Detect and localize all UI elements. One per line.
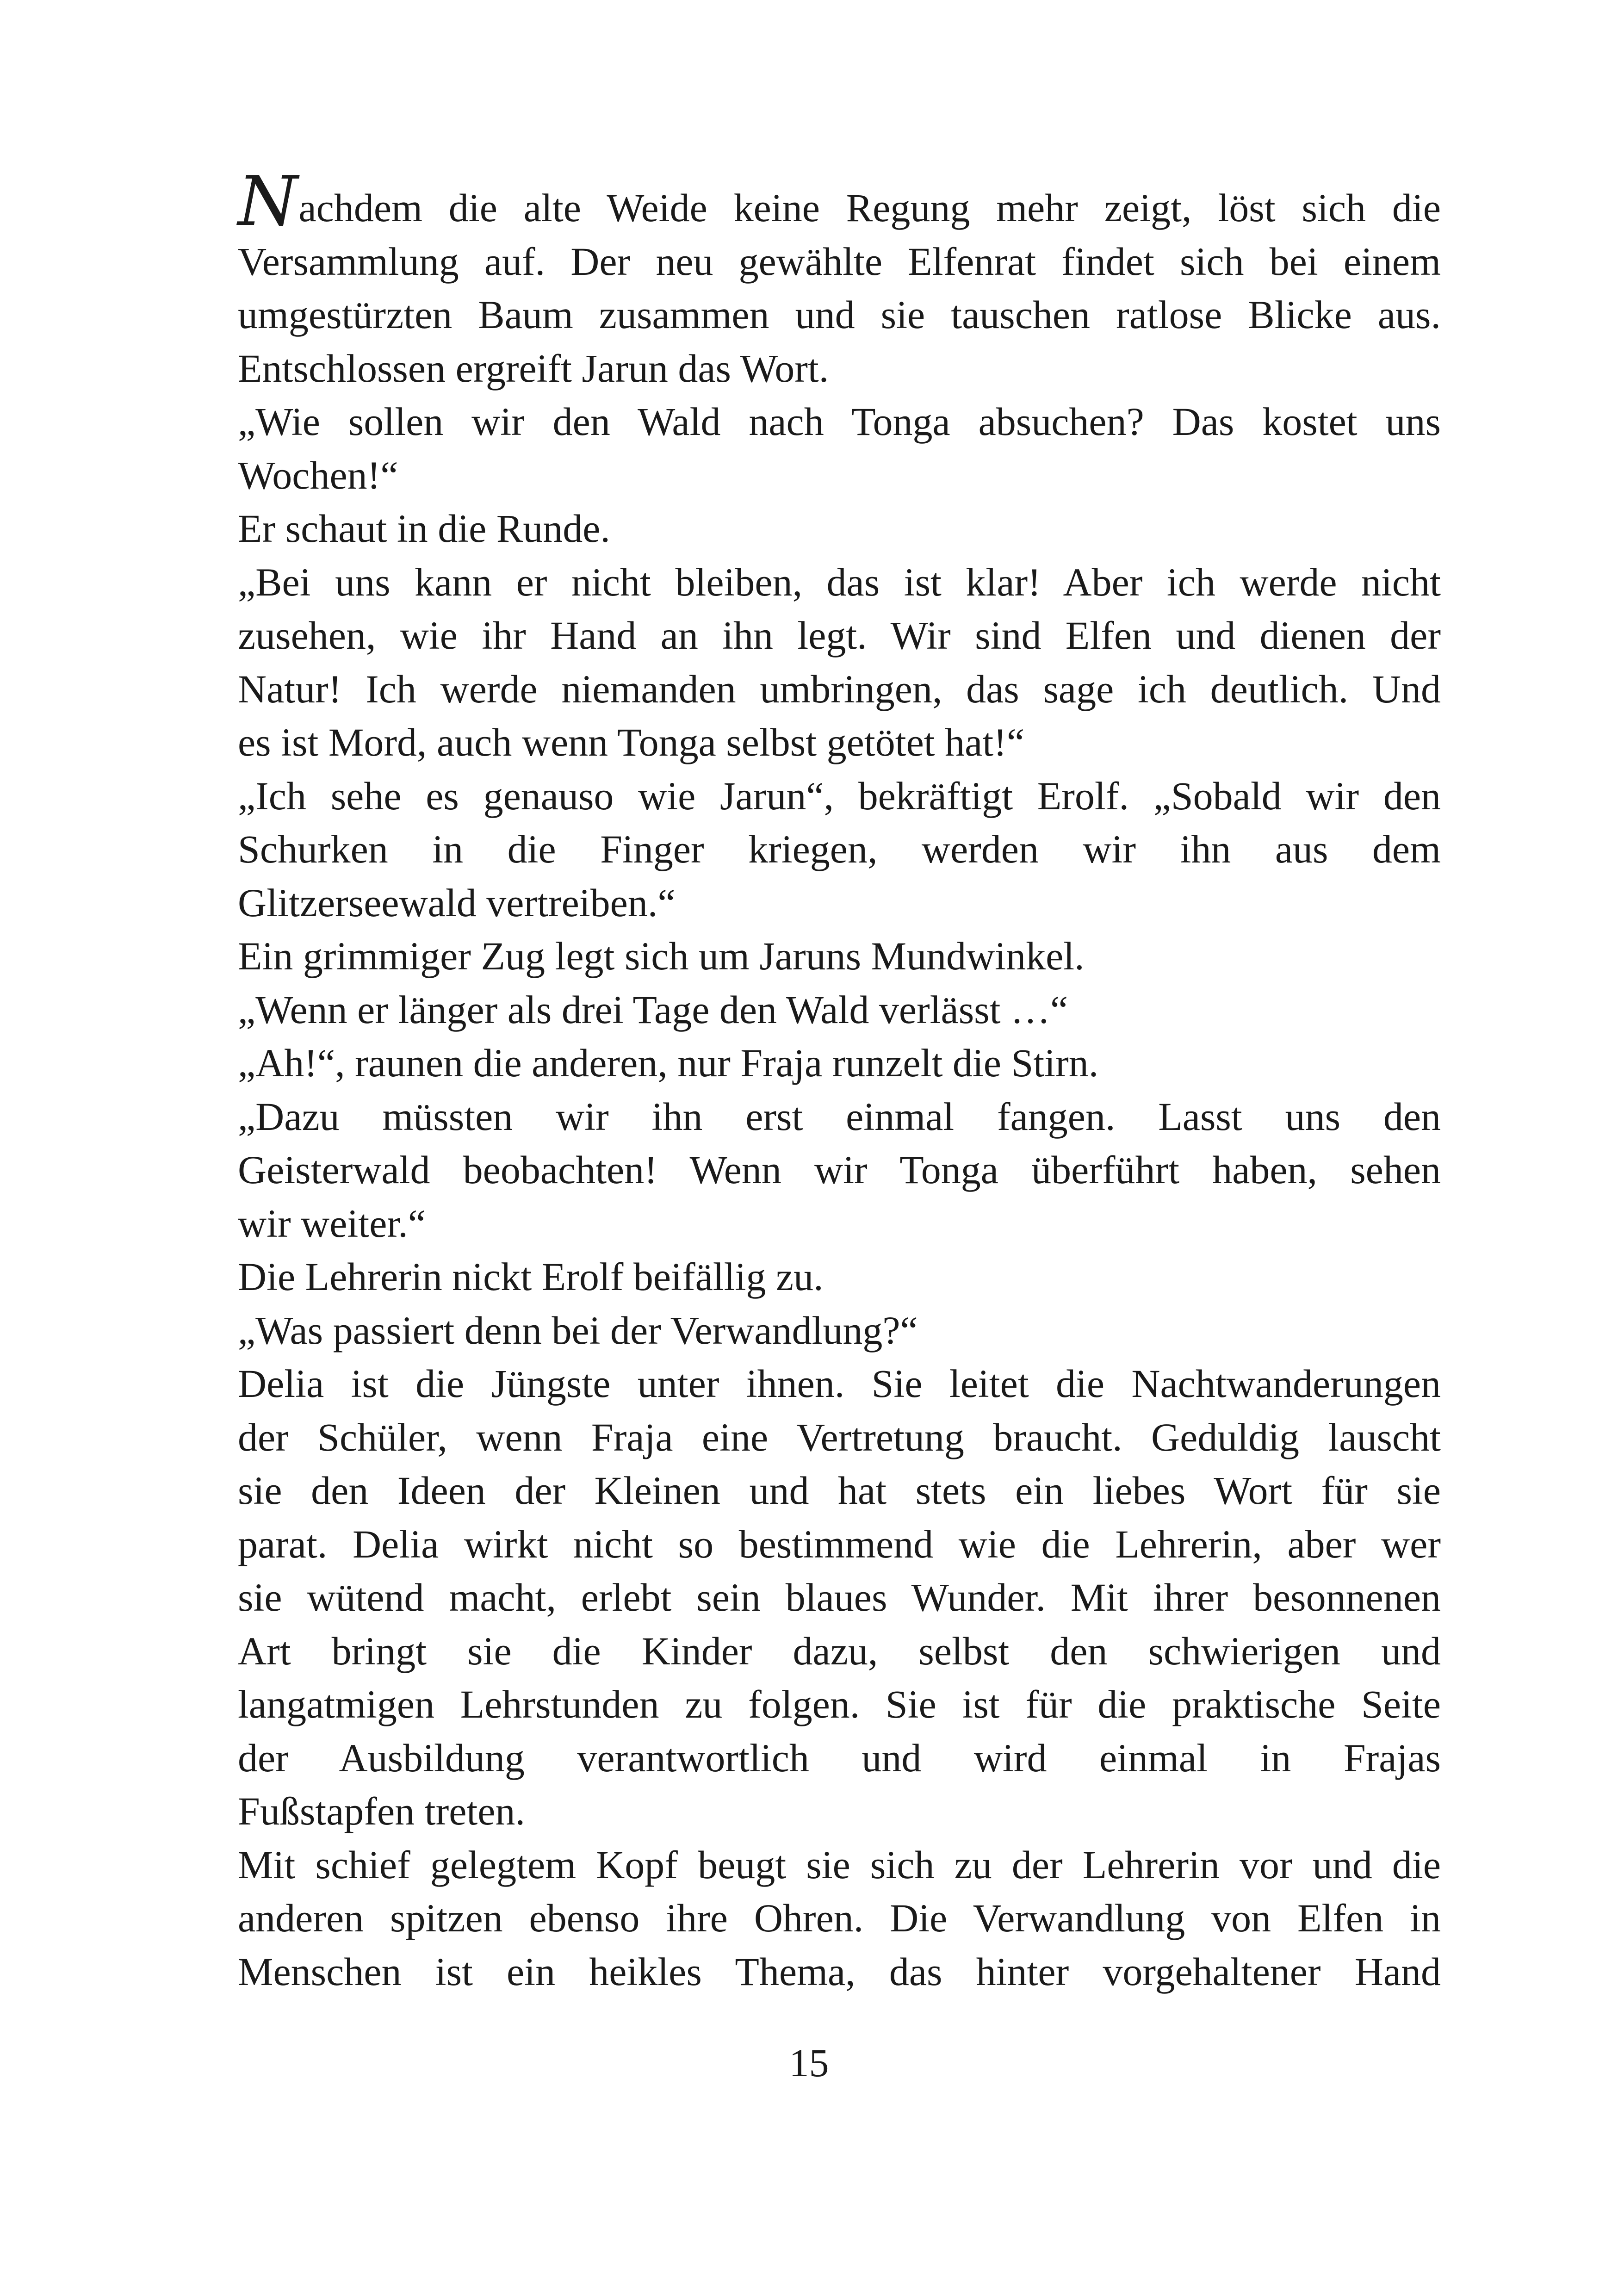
text-line-content: Delia ist die Jüngste unter ihnen. Sie leitet die Nachtwanderungen: [238, 1361, 1441, 1406]
text-line-content: umgestürzten Baum zusammen und sie tauschen ratlose Blicke aus.: [238, 292, 1441, 337]
text-line: [238, 1197, 1441, 1251]
text-line: [238, 1036, 1441, 1090]
text-line-content: „Wie sollen wir den Wald nach Tonga absuchen? Das kostet uns: [238, 399, 1441, 444]
text-line: [238, 1785, 1441, 1838]
page-number: 15: [789, 2041, 829, 2085]
text-line-content: Wochen!“: [238, 453, 398, 497]
text-line: [238, 556, 1441, 609]
body-text: [238, 161, 1441, 1998]
text-line-content: der Schüler, wenn Fraja eine Vertretung braucht. Geduldig lauscht: [238, 1415, 1441, 1459]
text-line-content: Natur! Ich werde niemanden umbringen, das sage ich deutlich. Und: [238, 666, 1441, 711]
text-line-content: Schurken in die Finger kriegen, werden wir ihn aus dem: [238, 827, 1441, 871]
text-line-content: „Ich sehe es genauso wie Jarun“, bekräftigt Erolf. „Sobald wir den: [238, 773, 1441, 818]
text-line-content: langatmigen Lehrstunden zu folgen. Sie ist für die praktische Seite: [238, 1682, 1441, 1726]
text-line: [238, 1625, 1441, 1678]
text-line: [238, 1090, 1441, 1144]
text-line-content: sie den Ideen der Kleinen und hat stets ein liebes Wort für sie: [238, 1468, 1441, 1513]
text-line: [238, 983, 1441, 1037]
text-line: [238, 449, 1441, 503]
text-line-content: Art bringt sie die Kinder dazu, selbst den schwierigen und: [238, 1628, 1441, 1673]
text-line: [238, 1250, 1441, 1304]
drop-cap: N: [238, 161, 298, 241]
text-line: [238, 1678, 1441, 1731]
text-line-content: es ist Mord, auch wenn Tonga selbst getötet hat!“: [238, 720, 1025, 764]
text-line: [238, 161, 1441, 241]
text-line: [238, 395, 1441, 449]
text-line-content: Ein grimmiger Zug legt sich um Jaruns Mundwinkel.: [238, 934, 1085, 978]
text-line: [238, 1571, 1441, 1625]
text-line-content: „Dazu müssten wir ihn erst einmal fangen. Lasst uns den: [238, 1094, 1441, 1139]
text-line: [238, 823, 1441, 876]
text-line-content: „Ah!“, raunen die anderen, nur Fraja runzelt die Stirn.: [238, 1041, 1099, 1085]
text-line-content: Fußstapfen treten.: [238, 1789, 525, 1833]
text-line: [238, 1411, 1441, 1464]
text-line: [238, 1945, 1441, 1999]
text-line: [238, 876, 1441, 930]
text-line: [238, 342, 1441, 396]
text-line: [238, 716, 1441, 769]
text-line: [238, 1143, 1441, 1197]
text-line-content: Mit schief gelegtem Kopf beugt sie sich zu der Lehrerin vor und die: [238, 1842, 1441, 1887]
text-line-content: „Bei uns kann er nicht bleiben, das ist klar! Aber ich werde nicht: [238, 559, 1441, 604]
text-line-content: Er schaut in die Runde.: [238, 506, 610, 551]
text-line: [238, 1731, 1441, 1785]
text-line-content: „Wenn er länger als drei Tage den Wald verlässt …“: [238, 987, 1068, 1032]
text-line-content: der Ausbildung verantwortlich und wird einmal in Frajas: [238, 1735, 1441, 1780]
text-line: [238, 1838, 1441, 1892]
text-line: [238, 663, 1441, 716]
text-line-content: parat. Delia wirkt nicht so bestimmend wie die Lehrerin, aber wer: [238, 1521, 1441, 1566]
text-line-content: Menschen ist ein heikles Thema, das hinter vorgehaltener Hand: [238, 1949, 1441, 1994]
text-line: [238, 1357, 1441, 1411]
text-line-content: anderen spitzen ebenso ihre Ohren. Die Verwandlung von Elfen in: [238, 1896, 1441, 1940]
text-line-content: achdem die alte Weide keine Regung mehr zeigt, löst sich die: [298, 186, 1441, 230]
text-line: [238, 930, 1441, 983]
text-line-content: Geisterwald beobachten! Wenn wir Tonga überführt haben, sehen: [238, 1148, 1441, 1192]
text-line: [238, 1518, 1441, 1571]
text-line: [238, 502, 1441, 556]
text-line: [238, 1464, 1441, 1518]
text-line-content: Versammlung auf. Der neu gewählte Elfenrat findet sich bei einem: [238, 239, 1441, 284]
text-line: [238, 288, 1441, 342]
text-line-content: sie wütend macht, erlebt sein blaues Wunder. Mit ihrer besonnenen: [238, 1575, 1441, 1620]
text-line-content: zusehen, wie ihr Hand an ihn legt. Wir sind Elfen und dienen der: [238, 613, 1441, 658]
text-line-content: wir weiter.“: [238, 1201, 426, 1246]
text-line: [238, 609, 1441, 663]
text-line: [238, 1892, 1441, 1945]
text-line-content: Entschlossen ergreift Jarun das Wort.: [238, 346, 829, 391]
text-line-content: Glitzerseewald vertreiben.“: [238, 880, 676, 925]
text-line: [238, 235, 1441, 289]
text-line-content: „Was passiert denn bei der Verwandlung?“: [238, 1308, 918, 1353]
text-line: [238, 769, 1441, 823]
text-line-content: Die Lehrerin nickt Erolf beifällig zu.: [238, 1254, 824, 1299]
text-line: [238, 1304, 1441, 1358]
